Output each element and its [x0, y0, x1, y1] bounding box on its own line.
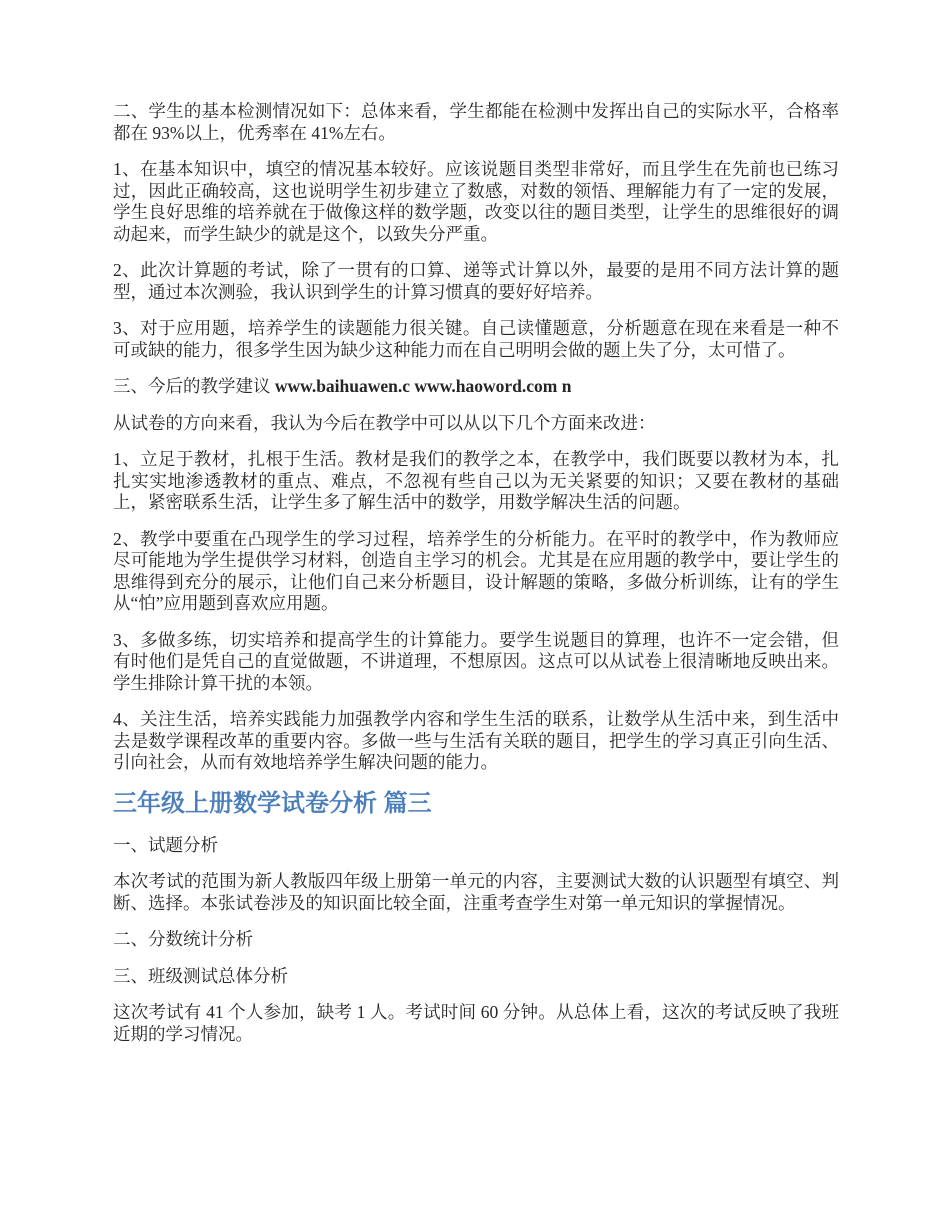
paragraph-score-statistics-title: 二、分数统计分析 [113, 929, 253, 949]
paragraph-improvement-1: 1、立足于教材，扎根于生活。教材是我们的教学之本，在教学中，我们既要以教材为本，扎扎实实地渗透教材的重点、难点，不忽视有些自己以为无关紧要的知识；又要在教材的基础上，紧密联系生活，让学生多了解生活中的数学，用数学解决生活的问题。 [113, 449, 839, 512]
paragraph-improvement-3: 3、多做多练，切实培养和提高学生的计算能力。要学生说题目的算理，也许不一定会错，但有时他们是凭自己的直觉做题，不讲道理，不想原因。这点可以从试卷上很清晰地反映出来。学生排除计算干扰的本领。 [113, 629, 839, 693]
paragraph-detection-overview: 二、学生的基本检测情况如下：总体来看，学生都能在检测中发挥出自己的实际水平，合格率都在 93%以上，优秀率在 41%左右。 [113, 101, 839, 143]
paragraph-improvement-4: 4、关注生活，培养实践能力加强教学内容和学生生活的联系，让数学从生活中来，到生活中去是数学课程改革的重要内容。多做一些与生活有关联的题目，把学生的学习真正引向生活、引向社会，从而有效地培养学生解决问题的能力。 [113, 709, 839, 772]
paragraph-exam-scope: 本次考试的范围为新人教版四年级上册第一单元的内容，主要测试大数的认识题型有填空、判断、选择。本张试卷涉及的知识面比较全面，注重考查学生对第一单元知识的掌握情况。 [113, 871, 839, 913]
paragraph-calculation-test: 2、此次计算题的考试，除了一贯有的口算、递等式计算以外，最要的是用不同方法计算的题型，通过本次测验，我认识到学生的计算习惯真的要好好培养。 [113, 260, 839, 302]
paragraph-teaching-suggestions-title [113, 376, 839, 398]
section-heading-part3: 三年级上册数学试卷分析 篇三 [113, 789, 432, 817]
paragraph-class-overall-title: 三、班级测试总体分析 [113, 965, 288, 986]
paragraph-improvement-2: 2、教学中要重在凸现学生的学习过程，培养学生的分析能力。在平时的教学中，作为教师应尽可能地为学生提供学习材料，创造自主学习的机会。尤其是在应用题的教学中，要让学生的思维得到充分的展示，让他们自己来分析题目，设计解题的策略，多做分析训练，让有的学生从“怕”应用题到喜欢应用题。 [113, 528, 839, 613]
paragraph-question-analysis-title: 一、试题分析 [113, 834, 218, 855]
document-content [113, 101, 839, 1060]
paragraph-participation: 这次考试有 41 个人参加，缺考 1 人。考试时间 60 分钟。从总体上看，这次的考试反映了我班近期的学习情况。 [113, 1002, 839, 1044]
watermark-urls: www.baihuawen.c www.haoword.com n [274, 376, 572, 396]
paragraph-improvement-intro: 从试卷的方向来看，我认为今后在教学中可以从以下几个方面来改进： [113, 412, 656, 433]
teaching-suggestions-label: 三、今后的教学建议 [113, 376, 271, 396]
paragraph-word-problems: 3、对于应用题，培养学生的读题能力很关键。自己读懂题意，分析题意在现在来看是一种不可或缺的能力，很多学生因为缺少这种能力而在自己明明会做的题上失了分，太可惜了。 [113, 318, 839, 360]
paragraph-basic-knowledge: 1、在基本知识中，填空的情况基本较好。应该说题目类型非常好，而且学生在先前也已练习过，因此正确较高，这也说明学生初步建立了数感，对数的领悟、理解能力有了一定的发展，学生良好思维的培养就在于做像这样的数学题，改变以往的题目类型，让学生的思维很好的调动起来，而学生缺少的就是这个，以致失分严重。 [113, 159, 839, 244]
